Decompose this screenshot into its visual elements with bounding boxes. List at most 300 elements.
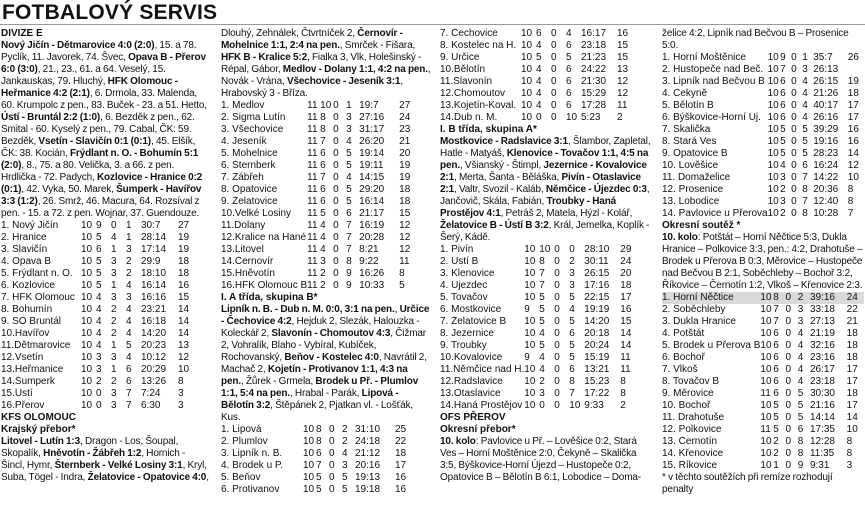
team-name: 5. Mohelnice [221, 148, 278, 159]
stat-cell: 5 [316, 484, 322, 495]
stat-cell: 0 [785, 340, 792, 351]
stat-cell: 10:33 [359, 280, 385, 291]
stat-cell: 17 [847, 100, 859, 111]
stat-cell: 3 [111, 352, 117, 363]
team-name: 1. Nový Jičín [1, 220, 59, 231]
team-name: 8. Bohumín [1, 304, 53, 315]
stat-cell: 10 [760, 352, 772, 363]
stat-cell: 31:17 [359, 124, 385, 135]
stat-cell: 4 [539, 364, 545, 375]
stat-cell: 0 [333, 172, 339, 183]
table-row [221, 184, 419, 196]
stat-cell: 14:15 [359, 172, 385, 183]
stat-cell: 14 [178, 304, 190, 315]
section-heading: I. B třída, skupina A* [440, 124, 537, 135]
stat-cell: 10 [521, 64, 533, 75]
stat-cell: 0 [791, 196, 797, 207]
table-row [221, 112, 419, 124]
stat-cell: 4 [536, 76, 542, 87]
stat-cell: 7 [802, 172, 808, 183]
team-name: 5. Beňov [221, 472, 261, 483]
stat-cell: 0 [333, 196, 339, 207]
stat-cell: 10 [81, 220, 93, 231]
table-row [440, 76, 637, 88]
stat-cell: 24:22 [581, 64, 607, 75]
stat-cell: 27:16 [359, 112, 385, 123]
stat-cell: 5 [780, 148, 786, 159]
stat-cell: 3 [797, 304, 804, 315]
table-row [221, 136, 419, 148]
stat-cell: 0 [329, 424, 335, 435]
stat-cell: 18 [395, 448, 407, 459]
stat-cell: 15 [178, 292, 190, 303]
stat-cell: 16:19 [359, 220, 385, 231]
stat-cell: 5 [96, 256, 102, 267]
stat-cell: 19 [178, 244, 190, 255]
stat-cell: 5 [802, 148, 808, 159]
team-name: 8. Kostelec na H. [440, 40, 517, 51]
stat-cell: 1 [111, 280, 117, 291]
stat-cell: 16 [395, 472, 407, 483]
table-row [1, 220, 198, 232]
stat-cell: 4 [566, 28, 572, 39]
stat-cell: 7 [802, 196, 808, 207]
stat-cell: 18 [847, 88, 859, 99]
stat-cell: 6 [346, 208, 352, 219]
stat-cell: 0 [569, 244, 575, 255]
stat-cell: 3 [797, 316, 804, 327]
stat-cell: 10 [539, 244, 551, 255]
stat-cell: 7 [780, 64, 786, 75]
stat-cell: 17 [846, 400, 858, 411]
stat-cell: 10 [524, 388, 536, 399]
table-row [1, 364, 198, 376]
stat-cell: 16 [178, 280, 190, 291]
team-name: 10.Velké Losiny [221, 208, 292, 219]
stat-cell: 3 [346, 124, 352, 135]
stat-cell: 17:35 [809, 424, 835, 435]
stat-cell: 7 [539, 280, 545, 291]
stat-cell: 0 [329, 460, 335, 471]
stat-cell: 12 [399, 232, 411, 243]
table-row [662, 52, 864, 64]
stat-cell: 16:14 [359, 196, 385, 207]
stat-cell: 5 [802, 124, 808, 135]
stat-cell: 10 [521, 100, 533, 111]
stat-cell: 10 [760, 340, 772, 351]
stat-cell: 30:11 [584, 256, 609, 267]
stat-cell: 14 [846, 412, 858, 423]
stat-cell: 0 [554, 244, 560, 255]
stat-cell: 10 [760, 364, 772, 375]
stat-cell: 0 [551, 52, 557, 63]
stat-cell: 12 [399, 220, 411, 231]
stat-cell: 18 [846, 388, 858, 399]
stat-cell: 24 [847, 292, 864, 304]
stat-cell: 2 [780, 208, 786, 219]
table-row [662, 160, 864, 172]
stat-cell: 4 [797, 364, 804, 375]
team-name: 3. Klenovice [440, 268, 495, 279]
stat-cell: 10 [767, 64, 779, 75]
stat-cell: 0 [554, 352, 560, 363]
stat-cell: 18:10 [141, 268, 167, 279]
stat-cell: 6 [96, 244, 102, 255]
stat-cell: 4 [802, 76, 808, 87]
stat-cell: 10 [81, 292, 93, 303]
stat-cell: 5 [797, 412, 804, 423]
stat-cell: 14 [178, 316, 190, 327]
table-row [221, 484, 415, 496]
stat-cell: 0 [785, 364, 792, 375]
team-name: 1. Horní Moštěnice [662, 52, 746, 63]
stat-cell: 7 [346, 244, 352, 255]
stat-cell: 9 [96, 220, 102, 231]
team-name: 7. HFK Olomouc [1, 292, 75, 303]
stat-cell: 10 [81, 364, 93, 375]
team-name: 11.Slavonín [440, 76, 493, 87]
table-row [1, 340, 198, 352]
team-name: 4. Čekyně [662, 88, 708, 99]
stat-cell: 8 [797, 448, 804, 459]
stat-cell: 22 [395, 436, 407, 447]
table-row [1, 232, 198, 244]
team-name: 10.Kovalovice [440, 352, 503, 363]
team-name: 6. Bochoř [662, 352, 705, 363]
stat-cell: 29 [620, 244, 632, 255]
stat-cell: 4 [797, 340, 804, 351]
stat-cell: 10 [81, 340, 93, 351]
stat-cell: 4 [539, 328, 545, 339]
stat-cell: 10 [569, 400, 581, 411]
section-heading: Krajský přebor* [1, 424, 76, 435]
stat-cell: 0 [333, 220, 339, 231]
team-name: 4. Opava B [1, 256, 52, 267]
stat-cell: 6 [797, 424, 804, 435]
stat-cell: 9 [524, 304, 530, 315]
team-name: 15.Hněvotín [221, 268, 275, 279]
stat-cell: 19 [399, 160, 411, 171]
stat-cell: 3 [569, 280, 575, 291]
stat-cell: 19 [847, 76, 859, 87]
stat-cell: 19:11 [359, 160, 384, 171]
table-row [662, 436, 864, 448]
stat-cell: 10 [760, 328, 772, 339]
stat-cell: 5 [797, 400, 804, 411]
team-name: 11.Dětmarovice [1, 340, 71, 351]
stat-cell: 13:26 [141, 376, 167, 387]
stat-cell: 27 [399, 100, 411, 111]
table-row [440, 100, 637, 112]
table-row [440, 340, 640, 352]
stat-cell: 3 [569, 268, 575, 279]
stat-cell: 10 [81, 256, 93, 267]
stat-cell: 11 [307, 244, 318, 255]
stat-cell: 23:16 [809, 352, 835, 363]
stat-cell: 11 [307, 256, 318, 267]
stat-cell: 0 [96, 388, 102, 399]
stat-cell: 0 [785, 412, 792, 423]
stat-cell: 8 [178, 376, 184, 387]
stat-cell: 0 [554, 340, 560, 351]
stat-cell: 3 [96, 364, 102, 375]
stat-cell: 21 [399, 136, 411, 147]
stat-cell: 18 [846, 340, 858, 351]
table-row [662, 88, 864, 100]
table-row [221, 448, 415, 460]
stat-cell: 30:7 [141, 220, 161, 231]
stat-cell: 15:19 [584, 352, 610, 363]
stat-cell: 4 [536, 88, 542, 99]
stat-cell: 10 [81, 388, 93, 399]
stat-cell: 19:18 [355, 484, 381, 495]
stat-cell: 0 [791, 76, 797, 87]
stat-cell: 16 [617, 28, 629, 39]
stat-cell: 9:22 [359, 256, 379, 267]
stat-cell: 6 [780, 88, 786, 99]
stat-cell: 3 [111, 400, 117, 411]
table-row [440, 112, 637, 124]
stat-cell: 11 [760, 388, 771, 399]
stat-cell: 6 [566, 64, 572, 75]
table-row [440, 256, 640, 268]
stat-cell: 32:16 [809, 340, 835, 351]
stat-cell: 6 [773, 364, 779, 375]
stat-cell: 8 [797, 436, 804, 447]
stat-cell: 10 [767, 124, 779, 135]
stat-cell: 11 [307, 136, 318, 147]
stat-cell: 10 [303, 424, 315, 435]
stat-cell: 20:16 [355, 460, 381, 471]
stat-cell: 5 [773, 424, 779, 435]
stat-cell: 0 [785, 328, 792, 339]
stat-cell: 6 [773, 352, 779, 363]
stat-cell: 1 [126, 232, 132, 243]
table-row [440, 328, 640, 340]
stat-cell: 0 [333, 184, 339, 195]
stat-cell: 10 [524, 328, 536, 339]
stat-cell: 10 [303, 448, 315, 459]
stat-cell: 5 [802, 136, 808, 147]
stat-cell: 21 [846, 316, 858, 327]
stat-cell [848, 64, 864, 76]
stat-cell: 0 [791, 124, 797, 135]
stat-cell: 0 [554, 328, 560, 339]
team-name: 10.Havířov [1, 328, 50, 339]
table-row [440, 292, 640, 304]
stat-cell: 10 [521, 88, 533, 99]
stat-cell: 27 [178, 220, 190, 231]
stat-cell: 10 [81, 244, 93, 255]
stat-cell: 0 [785, 376, 792, 387]
stat-cell: 0 [791, 160, 797, 171]
team-name: 5. Frýdlant n. O. [1, 268, 73, 279]
team-name: 13. Černotín [662, 436, 718, 447]
stat-cell: 0 [785, 304, 792, 315]
stat-cell: 10 [320, 100, 332, 111]
team-name: 15. Říkovice [662, 460, 718, 471]
stat-cell: 3 [320, 256, 326, 267]
team-name: 2. Hustopeče nad Beč. [662, 64, 764, 75]
stat-cell: 10 [524, 280, 536, 291]
stat-cell: 10 [521, 28, 533, 39]
stat-cell: 0 [791, 64, 797, 75]
stat-cell: 3 [178, 388, 184, 399]
stat-cell: 10 [521, 52, 533, 63]
stat-cell: 3 [846, 460, 853, 471]
table-row [1, 400, 198, 412]
team-name: 16.HFK Olomouc B [221, 280, 308, 291]
stat-cell: 10 [760, 316, 772, 327]
stat-cell: 4 [539, 352, 545, 363]
stat-cell: 6 [569, 328, 575, 339]
standings-table [221, 424, 415, 496]
stat-cell: 10 [303, 484, 315, 495]
stat-cell: 0 [329, 448, 335, 459]
stat-cell: 0 [333, 136, 339, 147]
stat-cell: 0 [785, 352, 792, 363]
stat-cell: 5 [320, 208, 326, 219]
team-name: 10. Lověšice [662, 160, 719, 171]
stat-cell: 10 [81, 280, 93, 291]
team-name: 12.Vsetín [1, 352, 44, 363]
stat-cell: 4 [111, 232, 117, 243]
stat-cell: 10 [566, 112, 578, 123]
team-name: 11.Němčice nad H. [440, 364, 525, 375]
stat-cell: 10 [767, 52, 779, 63]
standings-table [440, 28, 637, 124]
stat-cell: 6 [773, 340, 779, 351]
section-heading: KFS OLOMOUC [1, 412, 76, 423]
stat-cell: 22 [846, 304, 858, 315]
stat-cell: 1 [111, 364, 117, 375]
stat-cell: 8 [846, 448, 853, 459]
stat-cell: 16:18 [141, 316, 167, 327]
team-name: 14.Haná Prostějov [440, 400, 523, 411]
team-name: 12.Chomoutov [440, 88, 506, 99]
stat-cell: 0 [96, 400, 102, 411]
stat-cell: 17 [847, 112, 859, 123]
table-row [1, 316, 198, 328]
stat-cell: 10 [81, 400, 93, 411]
stat-cell: 0 [791, 148, 797, 159]
stat-cell: 6 [320, 148, 326, 159]
stat-cell: 16 [847, 136, 859, 147]
stat-cell: 3 [96, 352, 102, 363]
stat-cell: 10 [767, 100, 779, 111]
stat-cell: 1 [773, 460, 779, 471]
stat-cell: 10 [767, 160, 779, 171]
team-name: 7. Vlkoš [662, 364, 698, 375]
stat-cell: 3 [126, 244, 132, 255]
stat-cell: 0 [551, 76, 557, 87]
table-row [662, 424, 864, 436]
team-name: 9. Opatovice B [662, 148, 728, 159]
section-heading: I. A třída, skupina B* [221, 292, 318, 303]
stat-cell: 14:20 [584, 316, 610, 327]
stat-cell: 0 [785, 436, 792, 447]
team-name: 5. Bělotín B [662, 100, 714, 111]
team-name: 12.Kralice na Hané [221, 232, 307, 243]
stat-cell: 5 [96, 280, 102, 291]
stat-cell: 21:19 [809, 328, 835, 339]
team-name: 8. Stará Ves [662, 136, 717, 147]
stat-cell: 4 [346, 172, 352, 183]
stat-cell: 10 [524, 244, 536, 255]
stat-cell: 21:26 [813, 88, 839, 99]
team-name: 6. Šternberk [221, 160, 276, 171]
stat-cell: 14:20 [141, 328, 167, 339]
stat-cell: 0 [785, 448, 792, 459]
stat-cell: 0 [791, 88, 797, 99]
stat-cell: 2 [539, 376, 545, 387]
table-row [1, 244, 198, 256]
stat-cell: 0 [329, 472, 335, 483]
stat-cell: 9 [524, 352, 530, 363]
stat-cell: 0 [791, 112, 797, 123]
table-row [221, 220, 419, 232]
stat-cell: 0 [785, 460, 792, 471]
table-row [221, 232, 419, 244]
stat-cell: 2 [569, 256, 575, 267]
stat-cell: 17:14 [141, 244, 167, 255]
stat-cell: 4 [342, 448, 348, 459]
stat-cell: 39:16 [810, 292, 847, 304]
team-name: 7. Čechovice [440, 28, 498, 39]
stat-cell: 40:17 [813, 100, 839, 111]
stat-cell: 27:13 [809, 316, 835, 327]
stat-cell: 3 [780, 172, 786, 183]
stat-cell: 5 [569, 292, 575, 303]
team-name: 7. Želatovice B [440, 316, 507, 327]
match-report: 10. kolo: Pavlovice u Př. – Lověšice 0:2, Stará Ves – Horní Moštěnice 2:0, Čekyně – Skalička 3:5, Býškovice-Horní Újezd – Hustopeče 0:2, Opatovice B – Bělotín B 6:1, Lobodice – Doma- [440, 436, 641, 483]
section-heading: Okresní přebor* [440, 424, 516, 435]
stat-cell: 7 [773, 304, 779, 315]
stat-cell: 0 [333, 160, 339, 171]
stat-cell: 4 [569, 304, 575, 315]
stat-cell: 0 [333, 256, 339, 267]
stat-cell: 11 [307, 280, 318, 291]
stat-cell: 4 [802, 88, 808, 99]
table-row [662, 316, 864, 328]
stat-cell: 5 [539, 340, 545, 351]
section-heading: Okresní soutěž * [662, 220, 741, 231]
stat-cell: 0 [791, 208, 797, 219]
table-row [1, 304, 198, 316]
stat-cell: 8 [847, 184, 854, 195]
stat-cell: 10 [767, 136, 779, 147]
table-row [662, 184, 864, 196]
match-report: Litovel - Lutín 1:3, Dragon - Los, Šoupal, Skopalík, Hněvotín - Žábřeh 1:2, Hornich - Šincl, Hymr, Šternberk - Velké Losiny 3:1, Kryl, Suba, Tögel - Indra, Želatovice - Opatovice 4:0, [1, 436, 209, 483]
stat-cell: 4 [96, 292, 102, 303]
stat-cell: 10 [524, 316, 536, 327]
stat-cell: 8 [399, 268, 405, 279]
stat-cell: 30:30 [809, 388, 835, 399]
stat-cell: 0 [551, 64, 557, 75]
stat-cell: 5 [346, 160, 352, 171]
table-row [221, 124, 419, 136]
stat-cell: 12 [617, 76, 629, 87]
stat-cell: 5 [569, 340, 575, 351]
table-row [662, 124, 864, 136]
stat-cell: 4 [320, 232, 326, 243]
stat-cell: 7 [847, 208, 854, 219]
stat-cell: 3 [342, 460, 348, 471]
stat-cell: 17 [395, 460, 407, 471]
stat-cell: 5 [780, 124, 786, 135]
table-row [440, 400, 640, 412]
stat-cell: 8 [802, 184, 808, 195]
